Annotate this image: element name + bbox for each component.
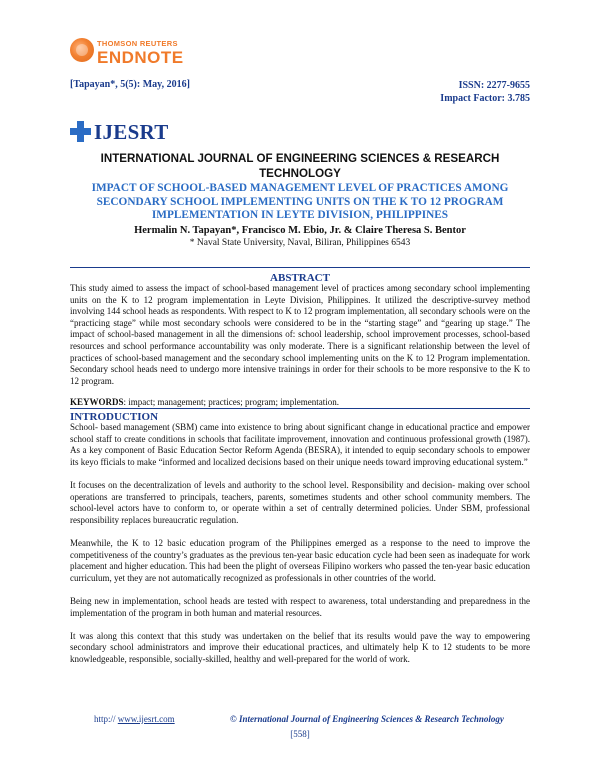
- intro-paragraph: It was along this context that this study was undertaken on the belief that its results would pave the way to empowering secondary school administrators and improve their educational practices, and ultimately help K to 12 students to be more knowledgeable, responsible, socially-skilled, healthy and well-prepared for the world of work.: [70, 630, 530, 664]
- brand-name: IJESRT: [94, 120, 169, 144]
- abstract-heading: ABSTRACT: [70, 267, 530, 284]
- journal-name: INTERNATIONAL JOURNAL OF ENGINEERING SCIENCES & RESEARCH TECHNOLOGY: [100, 152, 500, 180]
- footer-url-link[interactable]: www.ijesrt.com: [117, 714, 175, 724]
- logo-top-text: THOMSON REUTERS: [97, 39, 178, 48]
- introduction-heading: INTRODUCTION: [70, 408, 530, 423]
- keywords-text: : impact; management; practices; program; implementation.: [123, 397, 339, 407]
- page-number: [558]: [290, 729, 310, 739]
- endnote-logo: [70, 37, 290, 71]
- affiliation: * Naval State University, Naval, Biliran, Philippines 6543: [189, 238, 411, 248]
- footer-url[interactable]: [94, 714, 175, 724]
- keywords-label: KEYWORDS: [70, 397, 124, 407]
- plus-icon: [70, 121, 91, 142]
- introduction-body: [70, 422, 530, 677]
- journal-meta: [440, 79, 530, 105]
- citation: [Tapayan*, 5(5): May, 2016]: [70, 79, 190, 90]
- journal-brand: [70, 121, 270, 145]
- intro-paragraph: Being new in implementation, school heads are tested with respect to awareness, total understanding and preparedness in the implementation of the program in both human and material resources.: [70, 595, 530, 618]
- intro-paragraph: School- based management (SBM) came into existence to bring about significant change in educational practice and empower school staff to create conditions in schools that facilitate improvement, innovation and continuous professional growth (1987). As a key component of Basic Education Sector Reform Agenda (BESRA), it intended to equip secondary schools to empower its keyo fficials to make “informed and localized decisions based on their unique needs toward improving educational system.”: [70, 422, 530, 467]
- paper-title: IMPACT OF SCHOOL-BASED MANAGEMENT LEVEL OF PRACTICES AMONG SECONDARY SCHOOL IMPLEMENTING UNITS ON THE K TO 12 PROGRAM IMPLEMENTATION IN LEYTE DIVISION, PHILIPPINES: [91, 182, 509, 221]
- footer-url-prefix: http://: [94, 714, 118, 724]
- endnote-circle-icon: [70, 38, 94, 62]
- logo-main-text: ENDNOTE: [97, 48, 184, 67]
- issn: ISSN: 2277-9655: [458, 80, 530, 91]
- intro-paragraph: It focuses on the decentralization of levels and authority to the school level. Responsibility and decision- making over school operations are transferred to principals, teachers, parents, sometimes students and other school community members. The school-level actors have to conform to, or operate within a set of centrally determined policies. Under SBM, professional responsibility replaces bureaucratic regulation.: [70, 479, 530, 525]
- keywords: [70, 397, 530, 407]
- intro-paragraph: Meanwhile, the K to 12 basic education program of the Philippines emerged as a response to the need to improve the competitiveness of the country’s graduates as the previous ten-year basic education cycle had been seen as inadequate for work placement and higher education. This had been the plight of overseas Filipino workers who passed the ten-year basic education curriculum, yet they are not automatically recognized as professionals in other countries of the world.: [70, 537, 530, 583]
- footer-copyright: © International Journal of Engineering Sciences & Research Technology: [230, 714, 504, 724]
- impact-factor: Impact Factor: 3.785: [440, 93, 530, 104]
- abstract-text: This study aimed to assess the impact of school-based management level of practices among secondary school implementing units on the K to 12 program implementation in Leyte Division, Philippines. It utilized the descriptive-survey method involving 144 school heads as respondents. With respect to K to 12 program implementation, all secondary schools were on the “practicing stage” while most secondary schools were considered to be in the “starting stage” and “gearing up stage.” The impact of school-based management in all the dimensions of: school leadership, school improvement processes, school-based resources and school performance accountability was only moderate. There is a significant relationship between the level of practices of school-based management and the secondary school implementing units on the K to 12 Program implementation. Secondary school heads need to undergo more intensive trainings in order for their schools to be more responsive to the K to 12 program.: [70, 283, 530, 386]
- authors: Hermalin N. Tapayan*, Francisco M. Ebio, Jr. & Claire Theresa S. Bentor: [134, 225, 466, 236]
